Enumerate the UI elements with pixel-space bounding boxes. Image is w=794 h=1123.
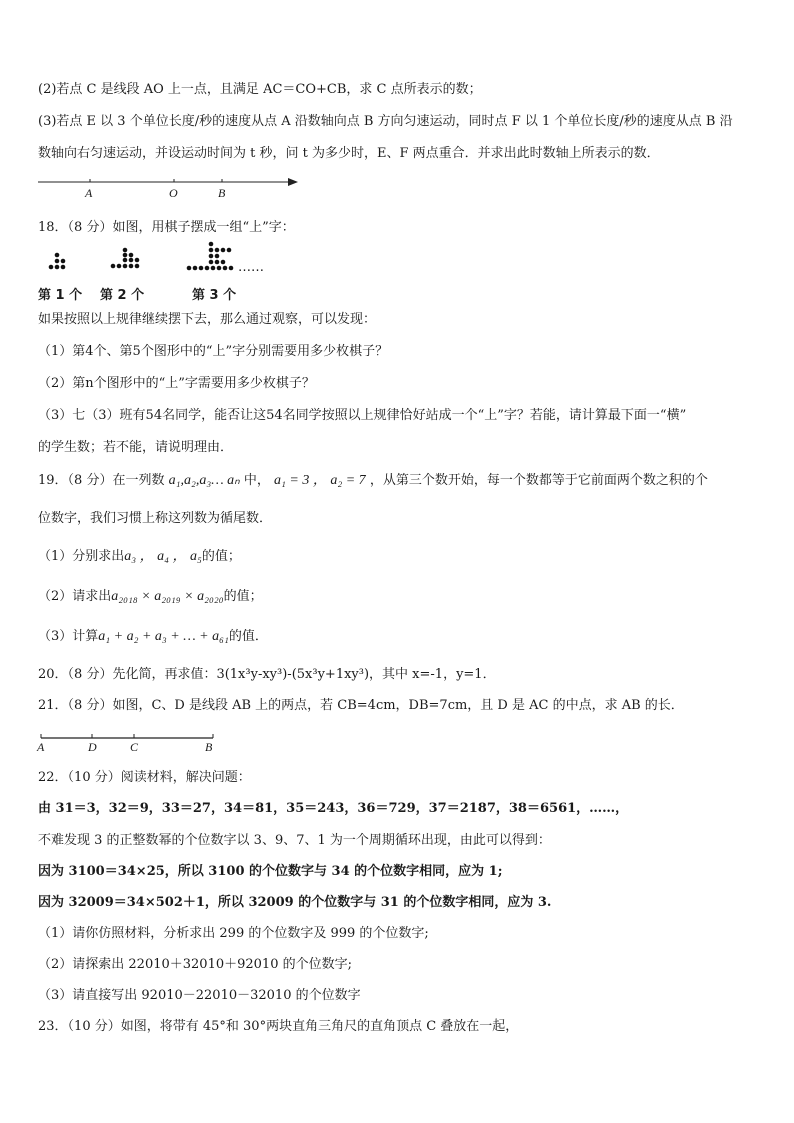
q19-heading-text-b: 中，: [243, 473, 270, 488]
q19-part3-math: a₁ + a₂ + a₃ + … + a₆₁: [98, 629, 229, 644]
q19-part2-text-b: 的值；: [223, 589, 263, 604]
q18-part1: （1）第4个、第5个图形中的“上”字分别需要用多少枚棋子？: [38, 344, 389, 359]
chess-pattern-2: [106, 246, 142, 276]
q17-part2: (2)若点 C 是线段 AO 上一点，且满足 AC＝CO+CB，求 C 点所表示的数；: [38, 82, 482, 97]
q18-part3-line1: （3）七（3）班有54名同学，能否让这54名同学按照以上规律恰好站成一个“上”字？若能，请计算最下面一“横”: [38, 408, 687, 423]
q22-part3: （3）请直接写出 92010－22010－32010 的个位数字: [38, 988, 361, 1003]
q18-part2: （2）第n个图形中的“上”字需要用多少枚棋子？: [38, 376, 315, 391]
q19-initial-values-math: a₁ = 3 ， a₂ = 7: [274, 473, 366, 488]
q22-example-2: 因为 32009＝34×502＋1，所以 32009 的个位数字与 31 的个位数字相同，应为 3.: [38, 895, 552, 910]
q19-part3-text-b: 的值．: [228, 629, 268, 644]
q22-powers-list: 由 31＝3，32＝9，33＝27，34＝81，35＝243，36＝729，37＝2187，38＝6561，……，: [38, 801, 629, 816]
q19-heading: [38, 473, 708, 489]
q18-part3-line2: 的学生数；若不能，请说明理由．: [38, 440, 234, 455]
q19-part2-text-a: （2）请求出: [38, 589, 112, 604]
q19-part1: [38, 549, 241, 565]
segment-label-d: D: [88, 740, 97, 754]
chess-pattern-3: [184, 240, 236, 276]
q17-part3-line2: 数轴向右匀速运动，并设运动时间为 t 秒，问 t 为多少时，E、F 两点重合．并求出此时数轴上所表示的数．: [38, 146, 660, 161]
segment-ab-figure: [38, 730, 218, 744]
q19-heading-text-c: ，从第三个数开始，每一个数都等于它前面两个数之积的个: [369, 473, 708, 488]
segment-label-c: C: [130, 740, 139, 754]
q22-part1: （1）请你仿照材料，分析求出 299 的个位数字及 999 的个位数字;: [38, 926, 429, 941]
q19-part1-text-a: （1）分别求出: [38, 549, 125, 564]
q19-part2: [38, 589, 263, 605]
q22-observation: 不难发现 3 的正整数幂的个位数字以 3、9、7、1 为一个周期循环出现，由此可以得到：: [38, 833, 551, 848]
q21: 21．（8 分）如图，C、D 是线段 AB 上的两点，若 CB=4cm，DB=7cm，且 D 是 AC 的中点，求 AB 的长．: [38, 698, 684, 713]
chess-caption-2: 第 2 个: [100, 288, 145, 303]
q23: 23．（10 分）如图，将带有 45°和 30°两块直角三角尺的直角顶点 C 叠放在一起，: [38, 1019, 519, 1034]
number-line-label-b: B: [218, 186, 226, 200]
q19-part2-math: a₂₀₁₈ × a₂₀₁₉ × a₂₀₂₀: [111, 589, 224, 604]
number-line-label-a: A: [85, 186, 93, 200]
q19-part3-text-a: （3）计算: [38, 629, 99, 644]
q19-part3: [38, 629, 268, 645]
q19-heading-line2: 位数字，我们习惯上称这列数为循尾数．: [38, 511, 273, 526]
q19-sequence-math: a₁,a₂,a₃… aₙ: [168, 473, 240, 488]
segment-label-b: B: [205, 740, 213, 754]
q20: 20．（8 分）先化简，再求值：3(1x³y-xy³)-(5x³y+1xy³)，其中 x=-1，y=1．: [38, 667, 496, 682]
q17-part3-line1: (3)若点 E 以 3 个单位长度/秒的速度从点 A 沿数轴向点 B 方向匀速运动，同时点 F 以 1 个单位长度/秒的速度从点 B 沿: [38, 114, 733, 129]
chess-pattern-1: [44, 252, 74, 278]
chess-ellipsis: ……: [238, 260, 264, 275]
number-line-label-o: O: [169, 186, 178, 200]
chess-caption-3: 第 3 个: [192, 288, 237, 303]
q19-part1-math: a₃ ， a₄ ， a₅: [124, 549, 202, 564]
segment-label-a: A: [37, 740, 45, 754]
q22-part2: （2）请探索出 22010＋32010＋92010 的个位数字;: [38, 957, 352, 972]
q19-heading-text-a: 19．（8 分）在一列数: [38, 473, 165, 488]
chess-caption-1: 第 1 个: [38, 288, 83, 303]
q18-intro: 如果按照以上规律继续摆下去，那么通过观察，可以发现：: [38, 312, 377, 327]
q22-example-1: 因为 3100＝34×25，所以 3100 的个位数字与 34 的个位数字相同，应为 1;: [38, 864, 503, 879]
q22-heading: 22．（10 分）阅读材料，解决问题：: [38, 770, 251, 785]
q18-heading: 18．（8 分）如图，用棋子摆成一组“上”字：: [38, 220, 295, 235]
q19-part1-text-b: 的值；: [201, 549, 241, 564]
